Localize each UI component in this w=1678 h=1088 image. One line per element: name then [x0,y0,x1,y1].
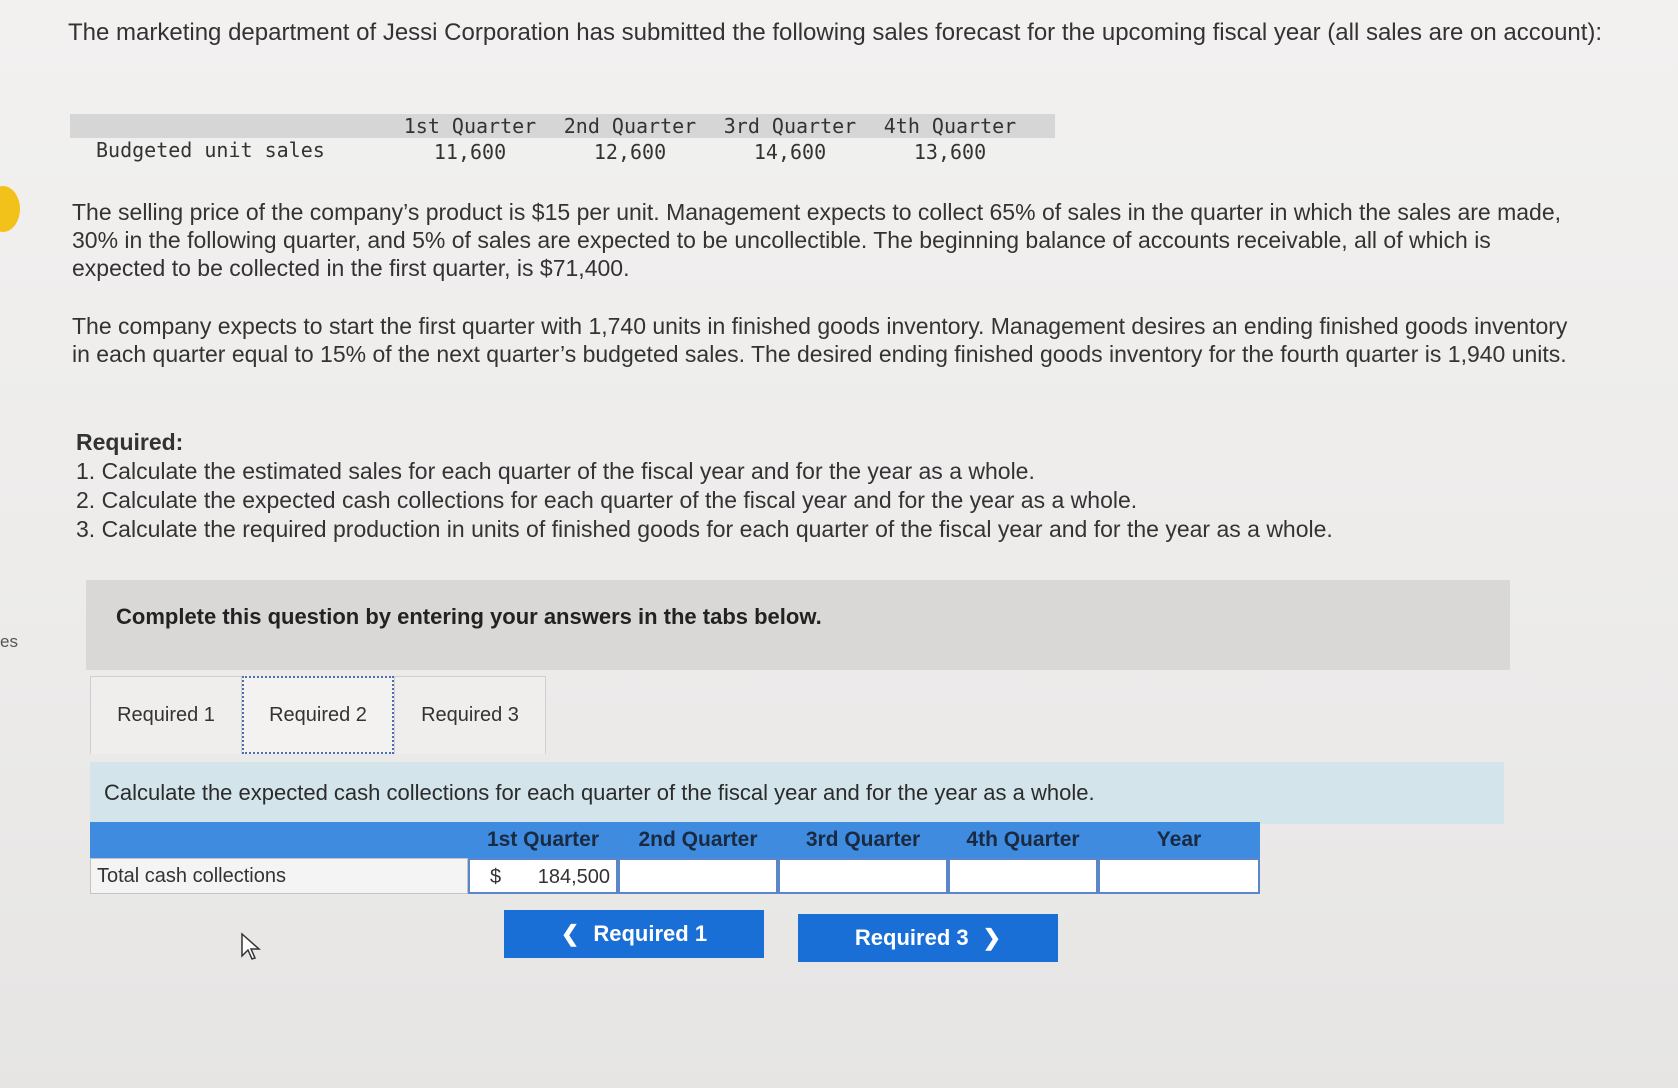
unit-col-q1 [390,114,550,166]
intro-text: The marketing department of Jessi Corporation has submitted the following sales forecast for the upcoming fiscal year (all sales are on account): [68,19,1603,46]
cash-header-q1: 1st Quarter [486,828,600,851]
required-title: Required: [76,429,184,455]
unit-value-q2: 12,600 [593,140,667,164]
tab-required-1[interactable]: Required 1 [90,676,242,754]
cash-header-q2: 2nd Quarter [638,828,758,851]
required-item-2: 2. Calculate the expected cash collections for each quarter of the fiscal year and for the year as a whole. [76,487,1138,513]
unit-header-q3: 3rd Quarter [723,114,857,138]
chevron-right-icon: ❯ [982,925,1002,950]
currency-symbol: $ [490,866,502,888]
cash-header-year: Year [1156,828,1202,851]
required-section [76,428,1576,544]
unit-header-q1: 1st Quarter [403,114,537,138]
previous-button-label: Required 1 [593,921,708,946]
complete-instructions-text: Complete this question by entering your answers in the tabs below. [116,604,822,629]
yellow-status-dot [0,186,20,232]
cash-input-q4[interactable] [948,858,1098,894]
mouse-cursor-icon [240,932,262,962]
unit-header-q2: 2nd Quarter [563,114,697,138]
cash-table-row [90,858,1260,894]
tab-instruction-bar [90,762,1504,824]
paragraph-inventory: The company expects to start the first quarter with 1,740 units in finished goods inventory. Management desires an ending finished goods inventory in each quarter equal to 15% of the next quarter’s budgeted sales. The desired ending finished goods inventory for the fourth quarter is 1,940 units. [72,313,1568,367]
unit-col-q2 [550,114,710,166]
required-item-3: 3. Calculate the required production in units of finished goods for each quarter of the fiscal year and for the year as a whole. [76,516,1333,542]
complete-instructions-box [86,580,1510,670]
cash-value-q1: 184,500 [537,866,610,888]
paragraph-selling-price: The selling price of the company’s product is $15 per unit. Management expects to collect 65% of sales in the quarter in which the sales are made, 30% in the following quarter, and 5% of sales are expected to be uncollectible. The beginning balance of accounts receivable, all of which is expected to be collected in the first quarter, is $71,400. [72,199,1562,281]
unit-header-q4: 4th Quarter [883,114,1017,138]
chevron-left-icon: ❮ [560,921,580,946]
tab-instruction-text: Calculate the expected cash collections for each quarter of the fiscal year and for the year as a whole. [104,780,1095,805]
unit-table-row-label: Budgeted unit sales [96,138,325,162]
cash-input-q2[interactable] [618,858,778,894]
unit-value-q3: 14,600 [753,140,827,164]
cash-input-q3[interactable] [778,858,948,894]
next-required-button[interactable] [798,914,1058,962]
required-item-1: 1. Calculate the estimated sales for each quarter of the fiscal year and for the year as a whole. [76,458,1035,484]
unit-col-q4 [870,114,1030,166]
cash-row-label: Total cash collections [90,858,468,894]
cash-input-year[interactable] [1098,858,1260,894]
next-button-label: Required 3 [854,925,969,950]
unit-col-q3 [710,114,870,166]
tab-required-2[interactable]: Required 2 [242,676,394,754]
previous-required-button[interactable] [504,910,764,958]
unit-value-q4: 13,600 [913,140,987,164]
unit-value-q1: 11,600 [433,140,507,164]
cash-header-q4: 4th Quarter [966,828,1080,851]
cash-table-header [90,822,1260,858]
tab-required-3[interactable]: Required 3 [394,676,546,754]
edge-label: es [0,632,18,651]
cash-header-q3: 3rd Quarter [805,828,921,851]
cash-input-q1[interactable] [468,858,618,894]
